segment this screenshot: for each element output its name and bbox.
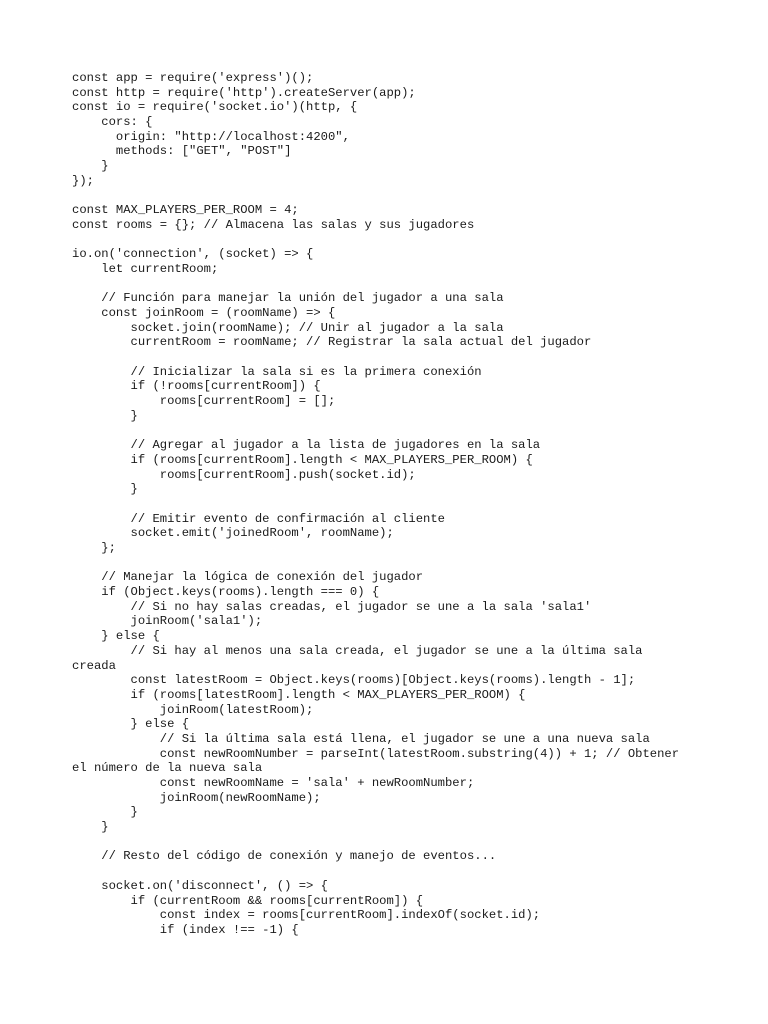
code-line: const http = require('http').createServer(app); xyxy=(72,85,416,100)
code-line: const newRoomNumber = parseInt(latestRoom.substring(4)) + 1; // Obtener xyxy=(72,746,680,761)
code-line: io.on('connection', (socket) => { xyxy=(72,247,314,262)
code-line: } xyxy=(72,805,138,820)
code-line: const index = rooms[currentRoom].indexOf(socket.id); xyxy=(72,908,541,923)
code-line: }); xyxy=(72,173,94,188)
code-line: // Agregar al jugador a la lista de jugadores en la sala xyxy=(72,438,541,453)
code-line: rooms[currentRoom].push(socket.id); xyxy=(72,467,416,482)
code-line: currentRoom = roomName; // Registrar la sala actual del jugador xyxy=(72,335,592,350)
code-line: if (index !== -1) { xyxy=(72,922,299,937)
code-line: creada xyxy=(72,658,116,673)
code-line: if (rooms[currentRoom].length < MAX_PLAYERS_PER_ROOM) { xyxy=(72,452,533,467)
code-line xyxy=(72,835,702,850)
code-line xyxy=(72,277,702,292)
code-line: joinRoom(latestRoom); xyxy=(72,702,314,717)
code-line: if (!rooms[currentRoom]) { xyxy=(72,379,321,394)
code-line: // Función para manejar la unión del jugador a una sala xyxy=(72,291,504,306)
code-line: const app = require('express')(); xyxy=(72,71,314,85)
code-line: // Emitir evento de confirmación al cliente xyxy=(72,511,445,526)
code-listing xyxy=(72,71,702,938)
code-line: // Si no hay salas creadas, el jugador se une a la sala 'sala1' xyxy=(72,599,592,614)
code-line: } xyxy=(72,159,109,174)
code-line: } xyxy=(72,408,138,423)
code-line: } xyxy=(72,820,109,835)
code-line: if (rooms[latestRoom].length < MAX_PLAYERS_PER_ROOM) { xyxy=(72,687,526,702)
code-line xyxy=(72,864,702,879)
code-line xyxy=(72,350,702,365)
code-line: socket.join(roomName); // Unir al jugador a la sala xyxy=(72,320,504,335)
code-line: } else { xyxy=(72,717,190,732)
code-line: if (Object.keys(rooms).length === 0) { xyxy=(72,585,380,600)
code-line: let currentRoom; xyxy=(72,261,219,276)
code-line: cors: { xyxy=(72,115,153,130)
code-line: if (currentRoom && rooms[currentRoom]) { xyxy=(72,893,424,908)
code-line: methods: ["GET", "POST"] xyxy=(72,144,292,159)
code-line: const io = require('socket.io')(http, { xyxy=(72,100,358,115)
code-line: origin: "http://localhost:4200", xyxy=(72,129,350,144)
code-line: // Resto del código de conexión y manejo de eventos... xyxy=(72,849,497,864)
code-line xyxy=(72,556,702,571)
code-line: const rooms = {}; // Almacena las salas y sus jugadores xyxy=(72,217,475,232)
code-line: socket.emit('joinedRoom', roomName); xyxy=(72,526,394,541)
code-line: }; xyxy=(72,541,116,555)
code-line: // Manejar la lógica de conexión del jugador xyxy=(72,570,424,585)
code-line: // Si la última sala está llena, el jugador se une a una nueva sala xyxy=(72,731,650,746)
code-line: const newRoomName = 'sala' + newRoomNumber; xyxy=(72,776,475,790)
code-line xyxy=(72,189,702,204)
code-line: el número de la nueva sala xyxy=(72,761,263,776)
code-line xyxy=(72,424,702,439)
code-line: joinRoom('sala1'); xyxy=(72,614,263,629)
code-line: // Inicializar la sala si es la primera conexión xyxy=(72,364,482,379)
code-line xyxy=(72,497,702,512)
code-line xyxy=(72,233,702,248)
code-line: // Si hay al menos una sala creada, el jugador se une a la última sala xyxy=(72,643,643,658)
code-line: const MAX_PLAYERS_PER_ROOM = 4; xyxy=(72,203,299,218)
code-line: rooms[currentRoom] = []; xyxy=(72,394,336,409)
code-line: socket.on('disconnect', () => { xyxy=(72,878,328,893)
code-line: } xyxy=(72,482,138,497)
code-line: } else { xyxy=(72,629,160,644)
code-line: joinRoom(newRoomName); xyxy=(72,790,321,805)
code-line: const joinRoom = (roomName) => { xyxy=(72,306,336,320)
code-line: const latestRoom = Object.keys(rooms)[Object.keys(rooms).length - 1]; xyxy=(72,673,636,688)
